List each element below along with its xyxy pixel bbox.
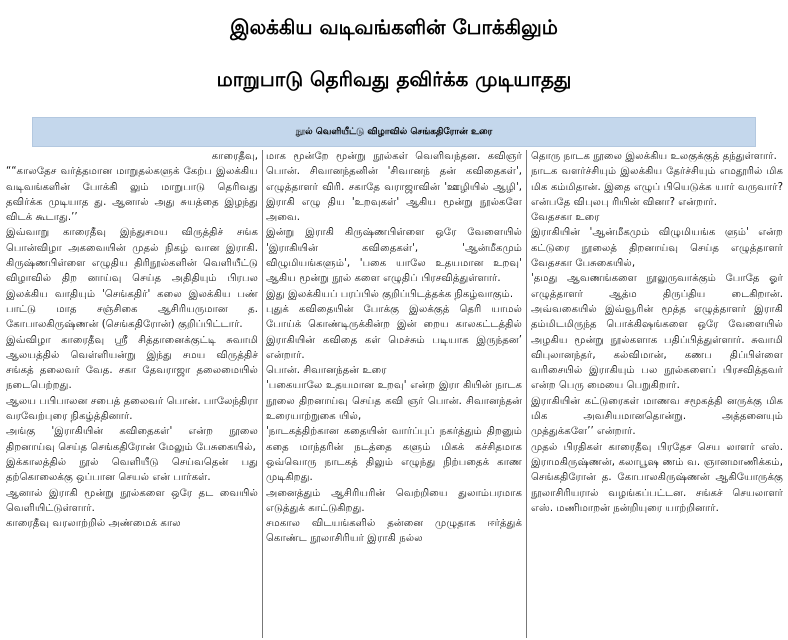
headline-line-2: மாறுபாடு தெரிவது தவிர்க்க முடியாதது: [216, 67, 572, 91]
subtitle-banner: [32, 117, 756, 147]
paragraph: புதுக் கவிதையின் போக்கு இலக்குத் தெரி யாமல் போய்க் கொண்டிருக்கின்ற இன் றைய காலகட்டத்தில் இராகியின் கவிதை கள் மெச்சும் படியாக இருந்தன’ என்றார்.: [266, 303, 522, 361]
paragraph: காரைதீவு,: [211, 151, 258, 162]
paragraph: ““காலதேச வர்த்தமான மாறுதல்களுக் கேற்ப இலக்கிய வடிவங்களின் போக்கி லும் மாறுபாடு தெரிவது தவிர்க்க முடியாத து. ஆனால் அது சுயத்தை இழந்து விடக் கூடாது.’’: [6, 166, 258, 224]
paragraph: அங்கு 'இராகியின் கவிதைகள்' என்ற நூலை திறனாய்வு செய்த செங்கதிரோன் மேலும் பேசுகையில்,: [6, 426, 258, 453]
paragraph: இவ்விழா காரைதீவு ஸ்ரீ சித்தானைக்குட்டி சுவாமி ஆலயத்தில் வெள்ளியன்று இந்து சமய விருத்திச் சங்கத் தலைவர் வேத. சகா தேவராஜா தலைமையில் நடைபெற்றது.: [6, 334, 258, 392]
paragraph: சமகால விடயங்களில் தன்னை முழுதாக ஈர்த்துக் கொண்ட நூலாசிரியர் இராகி நல்ல: [266, 518, 522, 545]
article-column-1: [6, 149, 258, 531]
paragraph: இவ்வாறு காரைதீவு இந்துசமய விருத்திச் சங்க பொன்விழா அகவையின் முதல் நிகழ் வான இராகி. கிருஷ்ணபிள்ளை எழுதிய திரிநூல்களின் வெளியீட்டு விழாவில் திற னாய்வு செய்த அதிதியும் பிரபல இலக்கிய வாதியும் 'செங்கதிர்' கலை இலக்கிய பண் பாட்டு மாத சஞ்சிகை ஆசிரியருமான த. கோபாலகிருஷ்ணன் (செங்கதிரோன்) குறிப்பிட்டார்.: [6, 227, 258, 331]
paragraph: இது இலக்கியப் பரப்பில் குறிப்பிடத்தக்க நிகழ்வாகும்.: [266, 288, 514, 300]
article-column-3: [531, 149, 783, 516]
section-heading: பொன். சிவானந்தன் உரை: [266, 365, 387, 377]
paragraph: காரைதீவு வரலாற்றில் அண்மைக் கால: [6, 518, 181, 530]
paragraph: ஆனால் இராகி மூன்று நூல்களை ஒரே தட வையில் வெளியிட்டுள்ளார்.: [6, 487, 258, 514]
paragraph: இராகியின் கட்டுரைகள் மாணவ சமூகத்தி னருக்கு மிக மிக அவசியமானதொன்று. அத்தனையும் முத்துக்களே’’ என்றார்.: [531, 395, 783, 438]
paragraph: ஆலய பபிபாலன சபைத் தலைவர் பொன். பாலேந்திரா வரவேற்புரை நிகழ்த்தினார்.: [6, 395, 258, 423]
paragraph: இராகியின் 'ஆன்மீகமும் விழுமியங்க ளும்' என்ற கட்டுரை நூலைத் திறனாய்வு செய்த எழுத்தாளர் வேதசகா பேசுகையில்,: [531, 227, 783, 270]
subtitle: நூல் வெளியீட்டு விழாவில் செங்கதிரோன் உரை: [295, 127, 493, 137]
paragraph: முதல் பிரதிகள் காரைதீவு பிரதேச செய லாளர் எஸ். இராமகிருஷ்ணன், கலாபூஷ ணம் வ. ஞானமாணிக்கம், செங்கதிரோன் த. கோபாலகிருஷ்ணன் ஆகியோருக்கு நூலாசிரியரால் வழங்கப்பட்டன. சங்கச் செயலாளர் எஸ். மணிமாறன் நன்றியுரை யாற்றினார்.: [531, 441, 783, 514]
paragraph: 'தமது ஆவணங்களை நூலுருவாக்கும் போதே ஓர் எழுத்தாளர் ஆத்ம திருப்திய டைகிறான். அவ்வகையில் இவ்வூரின் மூத்த எழுத்தாளர் இராகி தம்மிடமிருந்த பொக்கிஷங்களை ஒரே வேளையில் அழகிய மூன்று நூல்களாக பதிப்பித்துள்ளார். சுவாமி விபுலானந்தர், கல்விமான், கணப திப்பிள்ளை வரிசையில் இராகியும் பல நூல்களைப் பிரசவித்தவர் என்ற பெரு மையை பெறுகிறார்.: [531, 273, 783, 392]
paragraph: தொரு நாடக நூலை இலக்கிய உலகுக்குத் தந்துள்ளார்.: [531, 151, 777, 162]
paragraph: இக்காலத்தில் நூல் வெளியீடு செய்வதென் பது தற்கொலைக்கு ஒப்பான செயல் என் பார்கள்.: [6, 456, 258, 484]
paragraph: 'பகையாலே உதயமான உறவு' என்ற இரா கியின் நாடக நூலை திறனாய்வு செய்த கவி ஞர் பொன். சிவானந்தன் உரையாற்றுகை யில்,: [266, 380, 522, 423]
column-divider: [262, 150, 263, 638]
article-column-2: [266, 149, 522, 547]
headline-line-1: இலக்கிய வடிவங்களின் போக்கிலும்: [230, 15, 558, 39]
column-divider: [526, 150, 527, 638]
section-heading: வேதசகா உரை: [531, 212, 600, 224]
paragraph: இன்று இராகி கிருஷ்ணபிள்ளை ஒரே வேளையில் 'இராகியின் கவிதைகள்', 'ஆன்மீகமும் விழுமியங்களும்', 'பகை யாலே உதயமான உறவு' ஆகிய மூன்று நூல் களை எழுதிப் பிரசவித்துள்ளார்.: [266, 227, 522, 285]
paragraph: 'நாடகத்திற்கான கதையின் வார்ப்புப் நகர்த்தும் திறனும் கதை மாந்தரின் நடத்தை களும் மிகக் கச்சிதமாக ஒவ்வொரு நாடகத் திலும் எழுந்து நிற்பதைக் காண முடிகிறது.: [266, 426, 522, 484]
paragraph: அனைத்தும் ஆசிரியரின் வெற்றியை துலாம்பரமாக எடுத்துக் காட்டுகிறது.: [266, 487, 522, 514]
paragraph: நாடக வளர்ச்சியும் இலக்கிய தேர்ச்சியும் எமதூரில் மிக மிக கம்மிதான். இதை எழுப் பியெடுக்க யார் வருவார்? என்பதே விபுலபு ரியின் வினா? என்றார்.: [531, 166, 783, 208]
paragraph: மாக மூன்றே மூன்று நூல்கள் வெளிவந்தன. கவிஞர் பொன். சிவானந்தனின் 'சிவானந் தன் கவிதைகள்', எழுத்தாளர் விரி. சகாதே வராஜாவின் 'ஊழியில் ஆழி', இராகி எழு திய 'உறவுகள்' ஆகிய மூன்று நூல்களே அவை.: [266, 151, 522, 224]
